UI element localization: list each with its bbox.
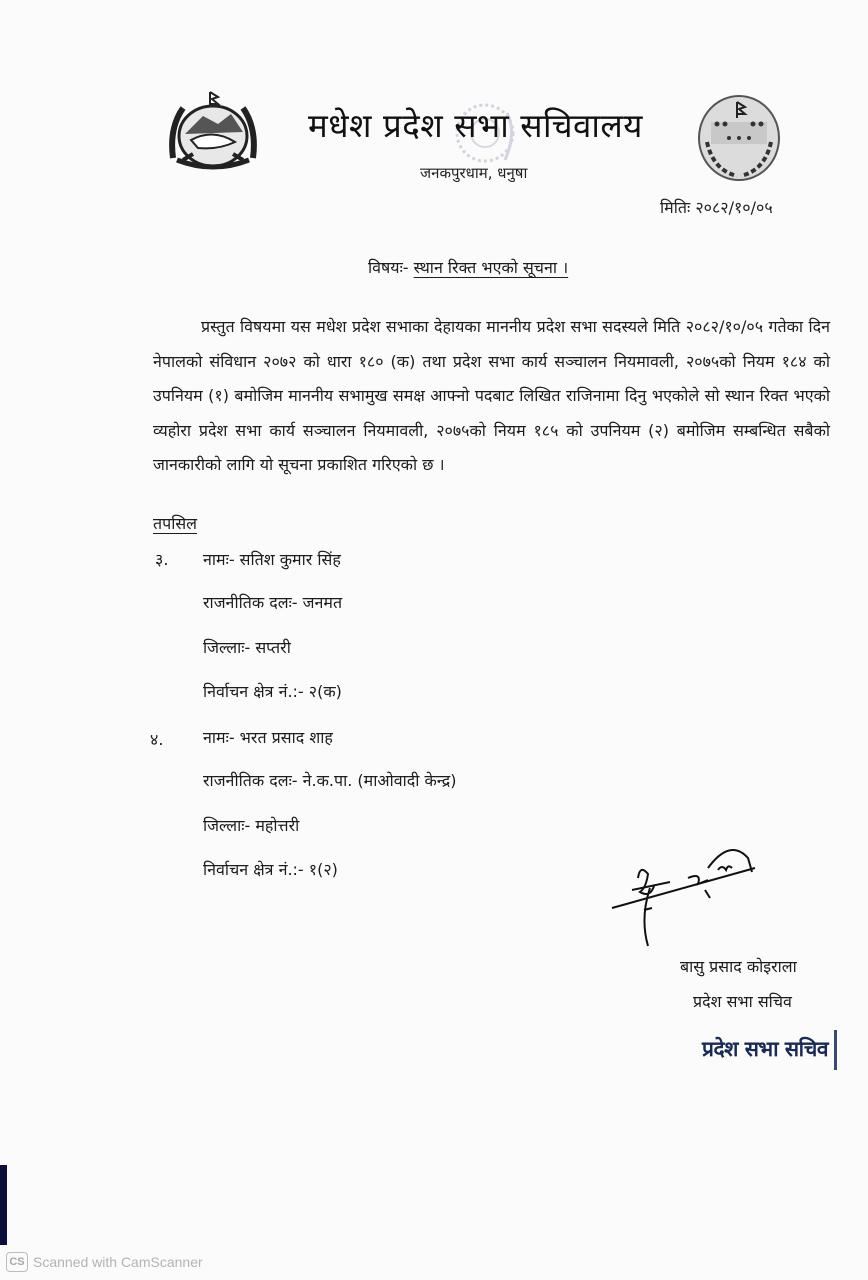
nepal-emblem-icon [163,88,263,173]
notice-body [153,310,830,483]
document-date [660,196,773,218]
date-value: २०८२/१०/०५ [695,198,773,217]
organization-location: जनकपुरधाम, धनुषा [420,164,528,182]
camscanner-logo-icon: CS [6,1252,28,1272]
entry-name: नामः- सतिश कुमार सिंह [203,550,341,569]
scan-edge-artifact [0,1165,7,1245]
date-label: मितिः [660,198,691,217]
entry-district: जिल्लाः- महोत्तरी [203,816,300,835]
signatory-title: प्रदेश सभा सचिव [693,992,792,1011]
entry-number: ३. [155,550,169,569]
notice-paragraph: प्रस्तुत विषयमा यस मधेश प्रदेश सभाका देहायका माननीय प्रदेश सभा सदस्यले मिति २०८२/१०/०५ गतेका दिन नेपालको संविधान २०७२ को धारा १८० (क) तथा प्रदेश सभा कार्य सञ्चालन नियमावली, २०७५को नियम १८४ को उपनियम (१) बमोजिम माननीय सभामुख समक्ष आफ्नो पदबाट लिखित राजिनामा दिनु भएकोले सो स्थान रिक्त भएको व्यहोरा प्रदेश सभा कार्य सञ्चालन नियमावली, २०७५को नियम १८५ को उपनियम (२) बमोजिम सम्बन्धित सबैको जानकारीको लागि यो सूचना प्रकाशित गरिएको छ । [153,317,830,474]
entry-party: राजनीतिक दलः- ने.क.पा. (माओवादी केन्द्र) [203,771,457,790]
signatory-name: बासु प्रसाद कोइराला [680,957,797,976]
subject-line [368,256,568,278]
signature-icon [610,838,760,948]
entry-district: जिल्लाः- सप्तरी [203,638,291,657]
subject-label: विषयः- [368,258,409,277]
entry-party: राजनीतिक दलः- जनमत [203,593,343,612]
entry-number: ४. [150,730,164,749]
scanner-watermark [6,1252,203,1272]
province-emblem-icon [695,92,783,184]
entry-constituency: निर्वाचन क्षेत्र नं.:- १(२) [203,860,338,879]
details-heading: तपसिल [153,514,198,533]
entry-constituency: निर्वाचन क्षेत्र नं.:- २(क) [203,682,342,701]
official-stamp: प्रदेश सभा सचिव [702,1037,829,1061]
stamp-border [834,1030,837,1070]
watermark-text: Scanned with CamScanner [33,1254,203,1270]
subject-text: स्थान रिक्त भएको सूचना । [413,258,569,277]
organization-title: मधेश प्रदेश सभा सचिवालय [308,106,643,145]
entry-name: नामः- भरत प्रसाद शाह [203,728,333,747]
